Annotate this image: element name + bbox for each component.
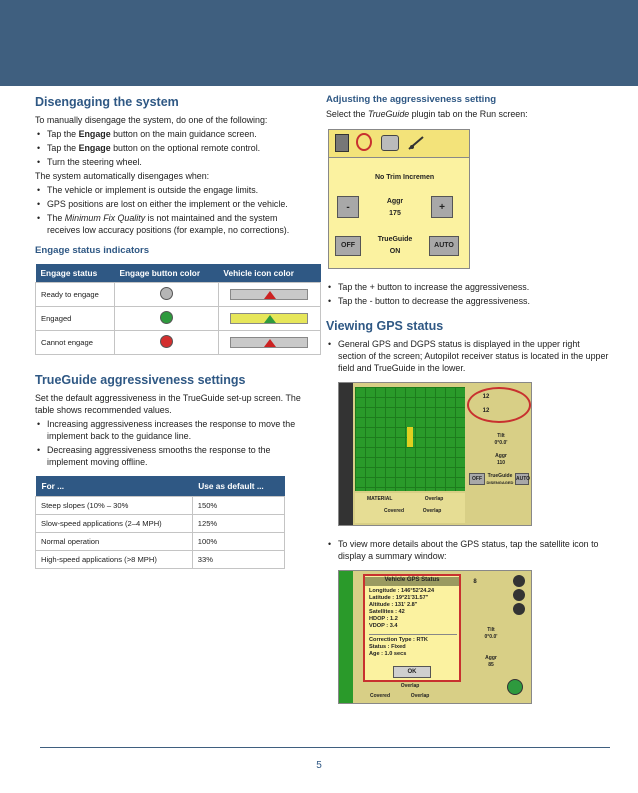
home-icon[interactable]	[513, 575, 525, 587]
gps-line: HDOP : 1.2	[369, 616, 398, 622]
footer-divider	[40, 747, 610, 748]
table-header: For ...	[36, 476, 193, 497]
off-button[interactable]: OFF	[469, 473, 485, 485]
off-button[interactable]: OFF	[335, 236, 361, 256]
tilt-value: 0°0.0'	[484, 634, 498, 640]
status-cell: Engaged	[36, 307, 115, 331]
overlap-label: Overlap	[400, 683, 420, 689]
table-row: Steep slopes (10% – 30% 150%	[36, 497, 285, 515]
table-header: Vehicle icon color	[218, 264, 320, 283]
aggr-value: 175	[389, 210, 401, 217]
table-header: Engage button color	[114, 264, 218, 283]
engage-button-swatch	[160, 287, 173, 300]
aggr-label: Aggr	[386, 198, 404, 205]
status-cell: Cannot engage	[36, 331, 115, 355]
aggressiveness-heading: TrueGuide aggressiveness settings	[35, 373, 246, 387]
table-row: High-speed applications (>8 MPH) 33%	[36, 551, 285, 569]
table-row: Slow-speed applications (2–4 MPH) 125%	[36, 515, 285, 533]
satellite-count: 8	[473, 579, 477, 585]
vehicle-icon-swatch	[230, 289, 308, 300]
trim-label: No Trim Incremen	[375, 174, 435, 181]
header-banner	[0, 0, 638, 86]
correction-line: Age : 1.0 secs	[369, 651, 407, 657]
aggr-value: 85	[488, 662, 494, 668]
adjusting-intro: Select the TrueGuide plugin tab on the Run screen:	[326, 109, 528, 119]
trueguide-tab-screenshot	[328, 129, 470, 269]
gps-list	[326, 338, 610, 374]
list-item: • The Minimum Fix Quality is not maintained and the system receives low accuracy positions (for example, no corrections).	[35, 212, 311, 236]
auto-disengage-list	[35, 184, 311, 236]
list-item: • Tap the - button to decrease the aggressiveness.	[326, 295, 610, 307]
auto-disengage-intro: The system automatically disengages when:	[35, 171, 210, 181]
left-toolbar	[339, 383, 353, 526]
bin-icon[interactable]	[335, 134, 349, 152]
disengaging-heading: Disengaging the system	[35, 95, 179, 109]
list-item: • Decreasing aggressiveness smooths the response to the implement moving offline.	[35, 444, 311, 468]
vehicle-gps-status-window	[363, 574, 461, 682]
aggressiveness-list	[35, 418, 311, 468]
engage-status-table	[35, 264, 321, 355]
table-row	[36, 331, 321, 355]
adjusting-heading: Adjusting the aggressiveness setting	[326, 94, 497, 105]
right-column	[326, 92, 610, 704]
list-item: • To view more details about the GPS status, tap the satellite icon to display a summary window:	[326, 538, 610, 562]
table-header: Use as default ...	[192, 476, 284, 497]
vehicle-icon	[407, 427, 413, 447]
window-title: Vehicle GPS Status	[365, 577, 459, 586]
gps-line: Satellites : 42	[369, 609, 405, 615]
table-row	[36, 307, 321, 331]
auto-button[interactable]: AUTO	[515, 473, 529, 485]
aggr-label: Aggr	[485, 655, 497, 661]
engage-button-swatch	[160, 335, 173, 348]
engage-button-swatch	[160, 311, 173, 324]
gps-line: Longitude : 146°52'24.24	[369, 588, 435, 594]
adjusting-list	[326, 281, 610, 307]
vehicle-icon-swatch	[230, 337, 308, 348]
plugin-tab-bar	[329, 130, 470, 158]
gps-run-screenshot	[338, 382, 532, 526]
gps-details-list	[326, 538, 610, 562]
list-item: • Turn the steering wheel.	[35, 156, 311, 168]
gps-heading: Viewing GPS status	[326, 319, 444, 333]
status-cell: Ready to engage	[36, 283, 115, 307]
engage-status-heading: Engage status indicators	[35, 245, 150, 256]
trueguide-panel: Tilt 0°0.0' Aggr 110 OFF TrueGuide DISENGAGED AUTO	[469, 429, 529, 519]
aggressiveness-table	[35, 476, 285, 569]
list-item: • General GPS and DGPS status is displayed in the upper right section of the screen; Autopilot receiver status is located in the upper field and TrueGuide in the lower.	[326, 338, 610, 374]
correction-line: Correction Type : RTK	[369, 637, 428, 643]
correction-line: Status : Fixed	[369, 644, 406, 650]
coverage-bar: MATERIAL Overlap Covered Overlap	[355, 493, 465, 523]
ok-button[interactable]: OK	[393, 666, 431, 678]
trueguide-state: ON	[389, 248, 401, 255]
engage-button[interactable]	[507, 679, 523, 695]
overlap-label-2: Overlap	[410, 693, 430, 699]
list-item: • Tap the + button to increase the aggressiveness.	[326, 281, 610, 293]
list-item: • GPS positions are lost on either the implement or the vehicle.	[35, 198, 311, 210]
gps-summary-screenshot	[338, 570, 532, 704]
device-icon[interactable]	[381, 135, 399, 151]
gps-line: Latitude : 19°21'31.57"	[369, 595, 429, 601]
right-toolbar	[513, 575, 527, 615]
page-number: 5	[316, 760, 322, 771]
list-item: • Tap the Engage button on the optional remote control.	[35, 142, 311, 154]
gps-line: Altitude : 131' 2.8"	[369, 602, 418, 608]
gps-line: VDOP : 3.4	[369, 623, 398, 629]
table-row	[36, 283, 321, 307]
auto-button[interactable]: AUTO	[429, 236, 459, 256]
close-icon[interactable]	[513, 589, 525, 601]
disengaging-intro: To manually disengage the system, do one of the following:	[35, 115, 268, 125]
list-item: • Increasing aggressiveness increases the response to move the implement back to the guidance line.	[35, 418, 311, 442]
minus-button[interactable]: -	[337, 196, 359, 218]
settings-icon[interactable]	[513, 603, 525, 615]
trueguide-label: TrueGuide	[377, 236, 413, 243]
table-header: Engage status	[36, 264, 115, 283]
list-item: • Tap the Engage button on the main guidance screen.	[35, 128, 311, 140]
gps-status-highlight: 12 12	[467, 387, 531, 423]
table-row: Normal operation 100%	[36, 533, 285, 551]
aggressiveness-intro: Set the default aggressiveness in the TrueGuide set-up screen. The table shows recommended values.	[35, 393, 301, 415]
covered-label: Covered	[369, 693, 390, 699]
vehicle-icon-swatch	[230, 313, 308, 324]
field-map[interactable]	[355, 387, 465, 491]
vehicle-tab-icon[interactable]	[407, 135, 425, 151]
manual-disengage-list	[35, 128, 311, 168]
list-item: • The vehicle or implement is outside the engage limits.	[35, 184, 311, 196]
field-strip	[339, 571, 353, 704]
tilt-label: Tilt	[487, 627, 495, 633]
left-column	[35, 92, 311, 569]
plus-button[interactable]: +	[431, 196, 453, 218]
satellite-tab-icon[interactable]	[356, 133, 372, 151]
